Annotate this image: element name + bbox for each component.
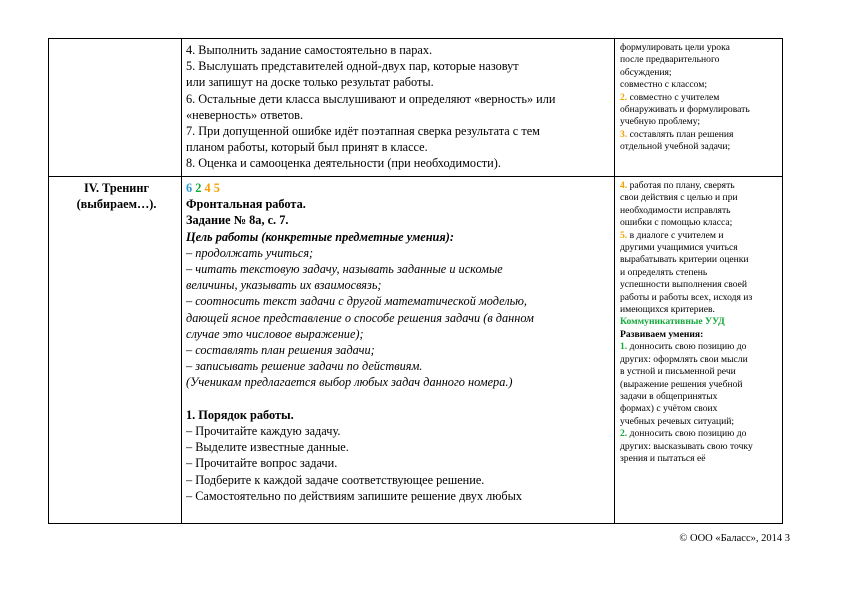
communicative-heading: Коммуникативные УУД: [620, 316, 725, 328]
stage-title: IV. Тренинг: [83, 181, 150, 195]
right-text: ошибки с помощью класса;: [620, 217, 733, 229]
task-number: 6: [186, 181, 193, 195]
step-5-line1: 5. Выслушать представителей одной-двух пар, которые назовут: [186, 59, 519, 74]
right-text: другими учащимися учиться: [620, 242, 738, 254]
right-text: задачи в общепринятых: [620, 390, 718, 402]
goal-line: дающей ясное представление о способе решения задачи (в данном: [186, 310, 534, 325]
right-text: учебных речевых ситуаций;: [620, 415, 735, 427]
regulatory-item-3: 3. составлять план решения: [620, 128, 734, 140]
row2-stage-cell: [54, 180, 179, 212]
assignment: Задание № 8а, с. 7.: [186, 213, 289, 228]
right-text: формулировать цели урока: [620, 42, 730, 53]
right-text: вырабатывать критерии оценки: [620, 254, 749, 266]
right-text: зрения и пытаться её: [620, 452, 706, 464]
task-numbers: [186, 180, 611, 196]
item-number: 4.: [620, 180, 628, 191]
right-text: и определять степень: [620, 266, 708, 278]
right-text: после предварительного: [620, 54, 720, 66]
regulatory-item-4: 4. работая по плану, сверять: [620, 180, 735, 191]
right-text: (выражение решения учебной: [620, 378, 743, 390]
develop-skills: Развиваем умения:: [620, 328, 704, 340]
regulatory-item-2: 2. совместно с учителем: [620, 91, 720, 103]
step-6-line2: «неверность» ответов.: [186, 107, 304, 122]
communicative-item-2: 2. донносить свою позицию до: [620, 428, 747, 440]
goal-heading: Цель работы (конкретные предметные умения):: [186, 229, 454, 244]
step-4: 4. Выполнить задание самостоятельно в парах.: [186, 43, 433, 57]
goal-line: – читать текстовую задачу, называть заданные и искомые: [186, 262, 503, 277]
row1-right-cell: [620, 42, 782, 154]
order-line: – Выделите известные данные.: [186, 440, 349, 455]
item-number: 5.: [620, 229, 628, 241]
goal-line: – записывать решение задачи по действиям.: [186, 359, 423, 374]
order-line: – Подберите к каждой задаче соответствующее решение.: [186, 472, 485, 487]
step-6-line1: 6. Остальные дети класса выслушивают и определяют «верность» или: [186, 91, 556, 106]
regulatory-item-5: 5. в диалоге с учителем и: [620, 229, 724, 241]
spacer: [186, 391, 611, 407]
item-number: 1.: [620, 341, 628, 353]
lesson-table: [48, 38, 783, 524]
table-border-right: [782, 38, 783, 524]
right-text: обнаруживать и формулировать: [620, 104, 750, 116]
table-border-bottom: [48, 523, 783, 524]
right-text: других: высказывать свою точку: [620, 440, 753, 452]
goal-line: случае это числовое выражение);: [186, 326, 364, 341]
task-number: 5: [213, 181, 220, 195]
item-number: 2.: [620, 428, 628, 440]
table-border-col1: [181, 38, 182, 524]
stage-subtitle: (выбираем…).: [76, 197, 157, 212]
goal-line: величины, указывать их взаимосвязь;: [186, 278, 382, 293]
right-text: учебную проблему;: [620, 116, 701, 128]
row2-middle-cell: [186, 180, 611, 504]
right-text: отдельной учебной задачи;: [620, 141, 731, 153]
table-border-row: [48, 176, 783, 177]
step-7-line1: 7. При допущенной ошибке идёт поэтапная сверка результата с тем: [186, 124, 540, 139]
row1-middle-cell: [186, 42, 611, 172]
order-line: – Прочитайте вопрос задачи.: [186, 456, 338, 471]
order-heading: 1. Порядок работы.: [186, 407, 294, 422]
goal-line: – продолжать учиться;: [186, 245, 314, 260]
goal-line: (Ученикам предлагается выбор любых задач данного номера.): [186, 375, 513, 390]
right-text: работы и работы всех, исходя из: [620, 291, 753, 303]
task-number: 2: [195, 181, 202, 195]
table-border-left: [48, 38, 49, 524]
right-text: необходимости исправлять: [620, 204, 731, 216]
task-number: 4: [204, 181, 211, 195]
order-line: – Самостоятельно по действиям запишите решение двух любых: [186, 488, 523, 503]
right-text: свои действия с целью и при: [620, 192, 738, 204]
right-text: имеющихся критериев.: [620, 304, 715, 316]
right-text: успешности выполнения своей: [620, 279, 748, 291]
right-text: других: оформлять свои мысли: [620, 353, 748, 365]
item-number: 2.: [620, 91, 628, 103]
right-text: совместно с классом;: [620, 79, 707, 91]
item-number: 3.: [620, 128, 628, 140]
table-border-top: [48, 38, 783, 39]
step-5-line2: или запишут на доске только результат работы.: [186, 75, 434, 90]
goal-line: – соотносить текст задачи с другой математической моделью,: [186, 294, 527, 309]
frontal-work: Фронтальная работа.: [186, 197, 306, 212]
right-text: в устной и письменной речи: [620, 366, 736, 378]
goal-line: – составлять план решения задачи;: [186, 343, 375, 358]
step-7-line2: планом работы, который был принят в классе.: [186, 140, 428, 155]
right-text: обсуждения;: [620, 66, 672, 78]
order-line: – Прочитайте каждую задачу.: [186, 424, 341, 439]
right-text: формах) с учётом своих: [620, 403, 718, 415]
row2-right-cell: [620, 180, 782, 465]
step-8: 8. Оценка и самооценка деятельности (при необходимости).: [186, 156, 501, 171]
table-border-col2: [614, 38, 615, 524]
communicative-item-1: 1. донносить свою позицию до: [620, 341, 747, 353]
copyright-footer: © ООО «Баласс», 2014 3: [679, 533, 790, 544]
